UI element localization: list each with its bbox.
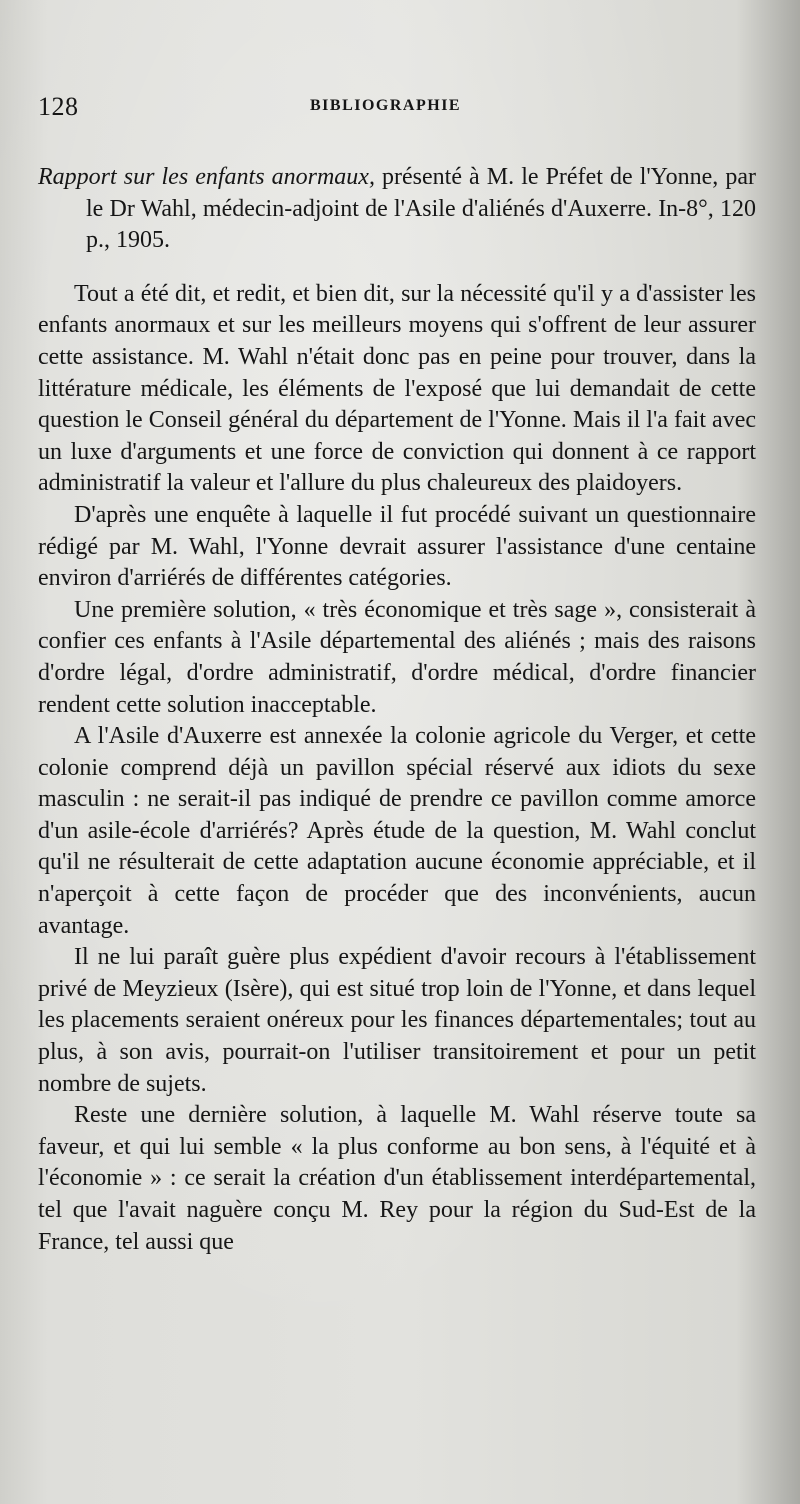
page-body [38, 162, 756, 1258]
paragraph: Une première solution, « très économique et très sage », consisterait à confier ces enfants à l'Asile départemental des aliénés ; mais des raisons d'ordre légal, d'ordre administratif, d'ordre médical, d'ordre financier rendent cette solution inacceptable. [38, 596, 756, 718]
page-number: 128 [38, 92, 79, 121]
paragraph: A l'Asile d'Auxerre est annexée la colonie agricole du Verger, et cette colonie comprend déjà un pavillon spécial réservé aux idiots du sexe masculin : ne serait-il pas indiqué de prendre ce pavillon comme amorce d'un asile-école d'arriérés? Après étude de la question, M. Wahl conclut qu'il ne résulterait de cette adaptation aucune économie appréciable, et il n'aperçoit à cette façon de procéder que des inconvénients, aucun avantage. [38, 723, 756, 939]
reference-title: Rapport sur les enfants anormaux, [38, 164, 375, 190]
running-title: BIBLIOGRAPHIE [310, 97, 462, 114]
reference-details: présenté à M. le Préfet de l'Yonne, par le Dr Wahl, médecin-adjoint de l'Asile d'aliénés d'Auxerre. In-8°, 120 p., 1905. [86, 164, 756, 254]
page-header [38, 92, 758, 126]
paragraph: Reste une dernière solution, à laquelle M. Wahl réserve toute sa faveur, et qui lui semble « la plus conforme au bon sens, à l'équité et à l'économie » : ce serait la création d'un établissement interdépartemental, tel que l'avait naguère conçu M. Rey pour la région du Sud-Est de la France, tel aussi que [38, 1102, 756, 1255]
paragraph: Tout a été dit, et redit, et bien dit, sur la nécessité qu'il y a d'assister les enfants anormaux et sur les meilleurs moyens qui s'offrent de leur assurer cette assistance. M. Wahl n'était donc pas en peine pour trouver, dans la littérature médicale, les éléments de l'exposé que lui demandait de cette question le Conseil général du département de l'Yonne. Mais il l'a fait avec un luxe d'arguments et une force de conviction qui donnent à ce rapport administratif la valeur et l'allure du plus chaleureux des plaidoyers. [38, 280, 756, 497]
bibliographic-reference [38, 162, 756, 257]
paragraph: D'après une enquête à laquelle il fut procédé suivant un questionnaire rédigé par M. Wahl, l'Yonne devrait assurer l'assistance d'une centaine environ d'arriérés de différentes catégories. [38, 501, 756, 592]
paragraph: Il ne lui paraît guère plus expédient d'avoir recours à l'établissement privé de Meyzieux (Isère), qui est situé trop loin de l'Yonne, et dans lequel les placements seraient onéreux pour les finances départementales; tout au plus, à son avis, pourrait-on l'utiliser transitoirement et pour un petit nombre de sujets. [38, 944, 756, 1097]
